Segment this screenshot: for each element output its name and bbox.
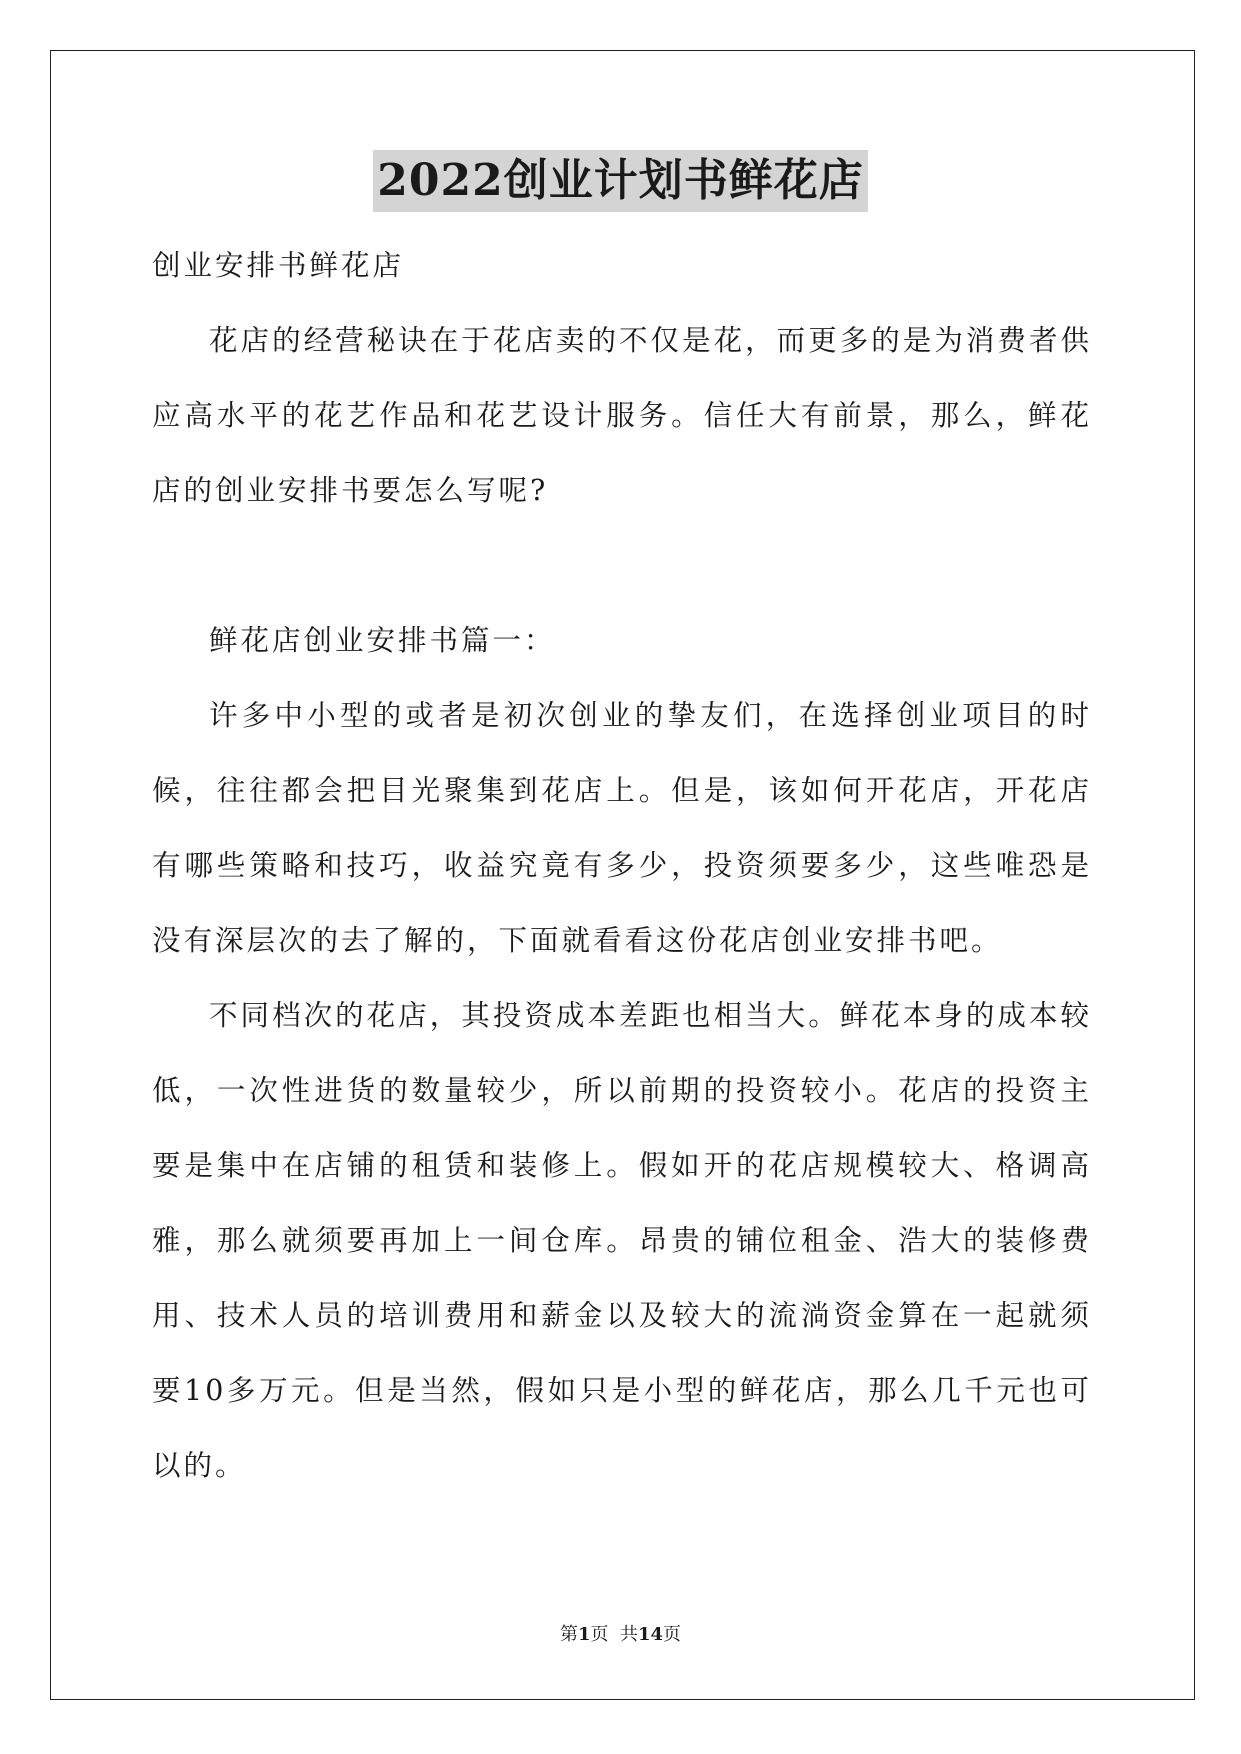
body-paragraph-1: 许多中小型的或者是初次创业的挚友们，在选择创业项目的时候，往往都会把目光聚集到花店上。但是，该如何开花店，开花店有哪些策略和技巧，收益究竟有多少，投资须要多少，这些唯恐是没有深层次的去了解的，下面就看看这份花店创业安排书吧。	[152, 699, 1092, 957]
document-title: 2022创业计划书鲜花店	[373, 150, 867, 212]
footer-prefix: 第	[559, 1624, 578, 1645]
footer-total-pages: 14	[637, 1624, 664, 1645]
page-footer	[0, 1620, 1241, 1646]
document-subtitle: 创业安排书鲜花店	[152, 249, 405, 282]
document-body	[152, 228, 1092, 1503]
title-container	[0, 150, 1241, 212]
intro-paragraph: 花店的经营秘诀在于花店卖的不仅是花，而更多的是为消费者供应高水平的花艺作品和花艺设计服务。信任大有前景，那么，鲜花店的创业安排书要怎么写呢?	[152, 324, 1092, 507]
footer-page-number: 1	[577, 1624, 591, 1645]
section-heading: 鲜花店创业安排书篇一：	[209, 624, 556, 657]
footer-mid: 页 共	[590, 1624, 638, 1645]
footer-suffix: 页	[663, 1624, 682, 1645]
body-paragraph-2: 不同档次的花店，其投资成本差距也相当大。鲜花本身的成本较低，一次性进货的数量较少，所以前期的投资较小。花店的投资主要是集中在店铺的租赁和装修上。假如开的花店规模较大、格调高雅，那么就须要再加上一间仓库。昂贵的铺位租金、浩大的装修费用、技术人员的培训费用和薪金以及较大的流淌资金算在一起就须要10多万元。但是当然，假如只是小型的鲜花店，那么几千元也可以的。	[152, 999, 1092, 1482]
